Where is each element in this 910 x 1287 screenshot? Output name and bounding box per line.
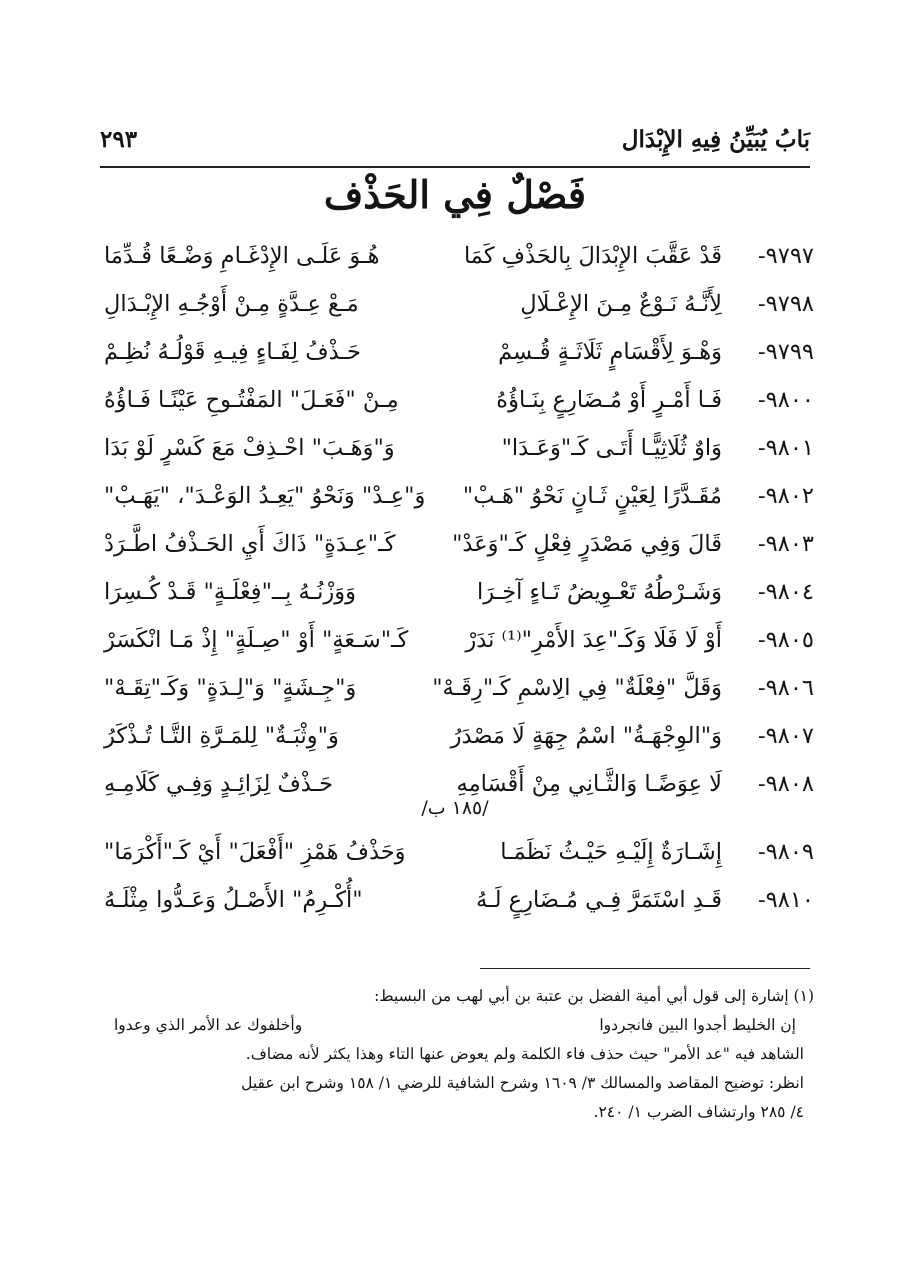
- verse-line: [105, 280, 814, 328]
- verse-line: [105, 424, 814, 472]
- verse-line: [105, 616, 814, 664]
- verse-line: [105, 828, 814, 876]
- page-number: ٢٩٣: [100, 126, 138, 153]
- verse-number: ٩٨٠٨-: [758, 771, 814, 797]
- footnote-divider: [480, 968, 810, 969]
- second-hemistich: "أُكْـرِمُ" الأَصْـلُ وَعَـدُّوا مِثْلَـهُ: [104, 887, 363, 913]
- verse-number: ٩٨٠٣-: [758, 531, 814, 557]
- second-hemistich: مِـنْ "فَعَـلَ" المَفْتُـوحِ عَيْنًـا فَـاؤُهُ: [104, 387, 399, 413]
- second-hemistich: وَ"وَهَـبَ" احْـذِفْ مَعَ كَسْرٍ لَوْ بَدَا: [104, 435, 395, 461]
- folio-marker: /١٨٥ ب/: [421, 797, 489, 819]
- first-hemistich: وَقَلَّ "فِعْلَةٌ" فِي الِاسْمِ كَـ"رِقَـهْ": [432, 675, 722, 701]
- verse-line: [105, 232, 814, 280]
- second-hemistich: وَحَذْفُ هَمْزِ "أَفْعَلَ" أَيْ كَـ"أَكْرَمَا": [104, 839, 406, 865]
- first-hemistich: مُقَـدَّرًا لِعَيْنٍ ثَـانٍ نَحْوُ "هَـبْ": [462, 483, 722, 509]
- second-hemistich: وَ"وِثْبَـةٌ" لِلمَـرَّةِ التَّـا تُـذْكَرُ: [104, 723, 339, 749]
- verse-number: ٩٧٩٨-: [758, 291, 814, 317]
- second-hemistich: مَـعْ عِـدَّةٍ مِـنْ أَوْجُـهِ الإِبْـدَالِ: [104, 291, 359, 317]
- verse-number: ٩٨٠٥-: [758, 627, 814, 653]
- second-hemistich: كَـ"عِـدَةٍ" ذَاكَ أَيِ الحَـذْفُ اطَّـرَدْ: [104, 531, 396, 557]
- second-hemistich: وَوَزْنُـهُ بِــ"فِعْلَـةٍ" قَـدْ كُـسِرَا: [104, 579, 357, 605]
- verse-number: ٩٨٠٦-: [758, 675, 814, 701]
- verse-number: ٩٨١٠-: [758, 887, 814, 913]
- verse-block: [105, 232, 814, 808]
- second-hemistich: كَـ"سَـعَةٍ" أَوْ "صِـلَةٍ" إِذْ مَـا انْكَسَرْ: [104, 627, 409, 653]
- verse-number: ٩٨٠٠-: [758, 387, 814, 413]
- section-title: فَصْلٌ فِي الحَذْف: [323, 172, 587, 217]
- verse-block-continued: [105, 828, 814, 924]
- running-header: [100, 122, 810, 168]
- first-hemistich: قَدْ عَقَّبَ الإِبْدَالَ بِالحَذْفِ كَمَا: [463, 243, 722, 269]
- first-hemistich: قَالَ وَفِي مَصْدَرٍ فِعْلٍ كَـ"وَعَدْ": [452, 531, 722, 557]
- verse-line: [105, 568, 814, 616]
- verse-number: ٩٨٠٤-: [758, 579, 814, 605]
- footnote-poem-line: [96, 1011, 814, 1040]
- footnote-poem-first: إن الخليط أجدوا البين فانجردوا: [599, 1016, 796, 1034]
- verse-line: [105, 520, 814, 568]
- verse-line: [105, 376, 814, 424]
- verse-number: ٩٨٠١-: [758, 435, 814, 461]
- first-hemistich: لَا عِوَضًـا وَالثَّـانِي مِنْ أَقْسَامِهِ: [456, 771, 722, 797]
- verse-line: [105, 712, 814, 760]
- first-hemistich: وَهْـوَ لِأَقْسَامٍ ثَلَاثَـةٍ قُـسِمْ: [498, 339, 722, 365]
- first-hemistich: وَاوٌ ثُلَاثِيًّـا أَتَـى كَـ"وَعَـدَا": [501, 435, 722, 461]
- verse-number: ٩٨٠٩-: [758, 839, 814, 865]
- first-hemistich: وَ"الوِجْهَـةُ" اسْمُ جِهَةٍ لَا مَصْدَرُ: [450, 723, 722, 749]
- footnotes: [96, 982, 814, 1127]
- second-hemistich: وَ"عِـدْ" وَنَحْوُ "يَعِـدُ الوَعْـدَ"، "يَهَـبْ": [104, 483, 426, 509]
- verse-number: ٩٨٠٧-: [758, 723, 814, 749]
- second-hemistich: هُـوَ عَلَـى الإِدْغَـامِ وَضْـعًا قُـدِّمَا: [104, 243, 380, 269]
- first-hemistich: أَوْ لَا فَلَا وَكَـ"عِدَ الأَمْرِ"⁽¹⁾ نَدَرْ: [465, 627, 722, 653]
- verse-number: ٩٧٩٧-: [758, 243, 814, 269]
- first-hemistich: فَـا أَمْـرٍ أَوْ مُـضَارِعٍ بِنَـاؤُهُ: [496, 387, 722, 413]
- second-hemistich: حَـذْفُ لِفَـاءٍ فِيـهِ قَوْلُـهُ نُظِـمْ: [104, 339, 361, 365]
- second-hemistich: حَـذْفٌ لِزَائِـدٍ وَفِـي كَلَامِـهِ: [104, 771, 334, 797]
- verse-line: [105, 328, 814, 376]
- footnote-intro: (١) إشارة إلى قول أبي أمية الفضل بن عتبة بن أبي لهب من البسيط:: [374, 987, 814, 1005]
- first-hemistich: وَشَـرْطُهُ تَعْـوِيضُ تَـاءٍ آخِـرَا: [476, 579, 722, 605]
- verse-number: ٩٧٩٩-: [758, 339, 814, 365]
- footnote-poem-second: وأخلفوك عد الأمر الذي وعدوا: [114, 1016, 303, 1034]
- verse-line: [105, 876, 814, 924]
- footnote-references-cont: ٤/ ٢٨٥ وارتشاف الضرب ١/ ٢٤٠.: [593, 1103, 804, 1121]
- running-title: بَابُ يُبَيِّنُ فِيهِ الإِبْدَال: [621, 126, 810, 153]
- first-hemistich: لِأَنَّـهُ نَـوْعٌ مِـنَ الإِعْـلَالِ: [520, 291, 722, 317]
- first-hemistich: إِشَـارَةٌ إِلَيْـهِ حَيْـثُ نَظَمَـا: [500, 839, 722, 865]
- verse-line: [105, 664, 814, 712]
- verse-number: ٩٨٠٢-: [758, 483, 814, 509]
- footnote-witness: الشاهد فيه "عد الأمر" حيث حذف فاء الكلمة ولم يعوض عنها التاء وهذا يكثر لأنه مضاف.: [245, 1045, 804, 1063]
- verse-line: [105, 472, 814, 520]
- second-hemistich: وَ"جِـشَةٍ" وَ"لِـدَةٍ" وَكَـ"تِقَـهْ": [104, 675, 357, 701]
- first-hemistich: قَـدِ اسْتَمَرَّ فِـي مُـضَارِعٍ لَـهُ: [476, 887, 722, 913]
- footnote-references: انظر: توضيح المقاصد والمسالك ٣/ ١٦٠٩ وشرح الشافية للرضي ١/ ١٥٨ وشرح ابن عقيل: [241, 1074, 804, 1092]
